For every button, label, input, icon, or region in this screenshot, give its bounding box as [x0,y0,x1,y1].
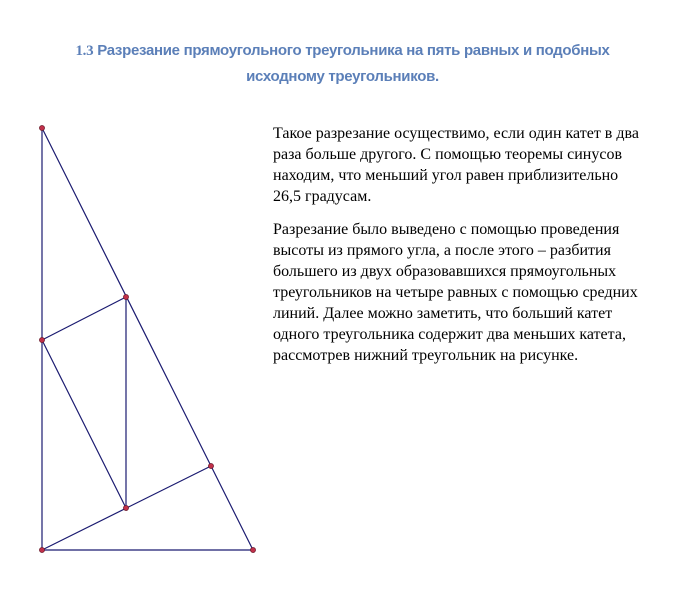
midline-diagonal [42,340,126,508]
paragraph-1: Такое разрезание осуществимо, если один катет в два раза больше другого. С помощью теоремы синусов находим, что меньший угол равен приблизительно 26,5 градусам. [273,125,639,205]
point-altitude-midpoint [123,505,128,510]
title-line-2: исходному треугольников. [246,68,439,85]
point-left-midpoint [39,337,44,342]
paragraph-2: Разрезание было выведено с помощью проведения высоты из прямого угла, а после этого – разбития большего из двух образовавшихся прямоугольных треугольников на четыре равных с помощью средних линий. Далее можно заметить, что больший катет одного треугольника содержит два меньших катета, рассмотрев нижний треугольник на рисунке. [273,221,638,364]
point-top-vertex [39,125,44,130]
title-text-1: Разрезание прямоугольного треугольника на пять равных и подобных [97,42,610,59]
point-bottom-right-vertex [250,547,255,552]
point-altitude-foot [208,463,213,468]
point-hypotenuse-midpoint [123,294,128,299]
section-number: 1.3 [75,43,94,59]
description-text [273,123,648,378]
midline-upper [42,297,126,340]
triangle-hypotenuse [42,128,253,550]
point-right-angle-vertex [39,547,44,552]
